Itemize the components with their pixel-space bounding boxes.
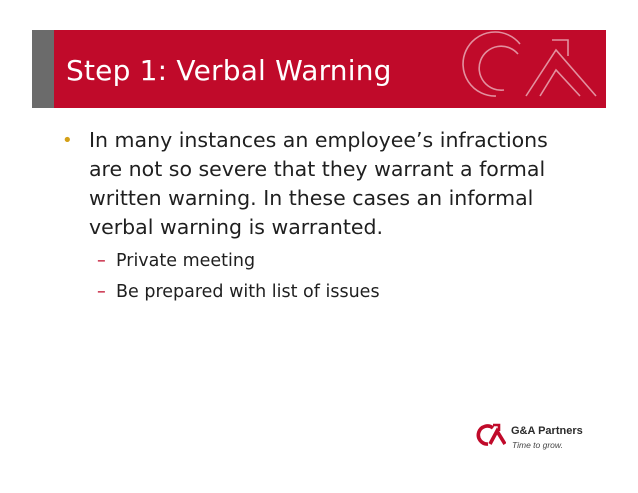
dash-icon: – — [97, 282, 106, 302]
sub-bullet-item — [97, 246, 582, 277]
sub-bullet-item — [97, 277, 582, 308]
sub-bullet-text: Be prepared with list of issues — [116, 282, 380, 302]
company-logo — [476, 420, 596, 456]
sub-bullet-text: Private meeting — [116, 251, 256, 271]
title-accent-bar — [32, 30, 54, 108]
sub-bullet-list — [62, 246, 582, 308]
slide-content — [62, 126, 582, 308]
bullet-dot-icon: • — [62, 130, 73, 151]
title-bar — [54, 30, 606, 108]
bullet-item — [62, 126, 582, 242]
bullet-text: In many instances an employee’s infractions are not so severe that they warrant a formal written warning. In these cases an informal verbal warning is warranted. — [89, 128, 548, 239]
dash-icon: – — [97, 251, 106, 271]
logo-watermark-icon — [456, 30, 606, 108]
logo-name: G&A Partners — [511, 425, 583, 437]
logo-tagline: Time to grow. — [512, 440, 563, 450]
ga-partners-arrow-logo-icon — [476, 422, 506, 448]
slide-title: Step 1: Verbal Warning — [66, 54, 392, 87]
